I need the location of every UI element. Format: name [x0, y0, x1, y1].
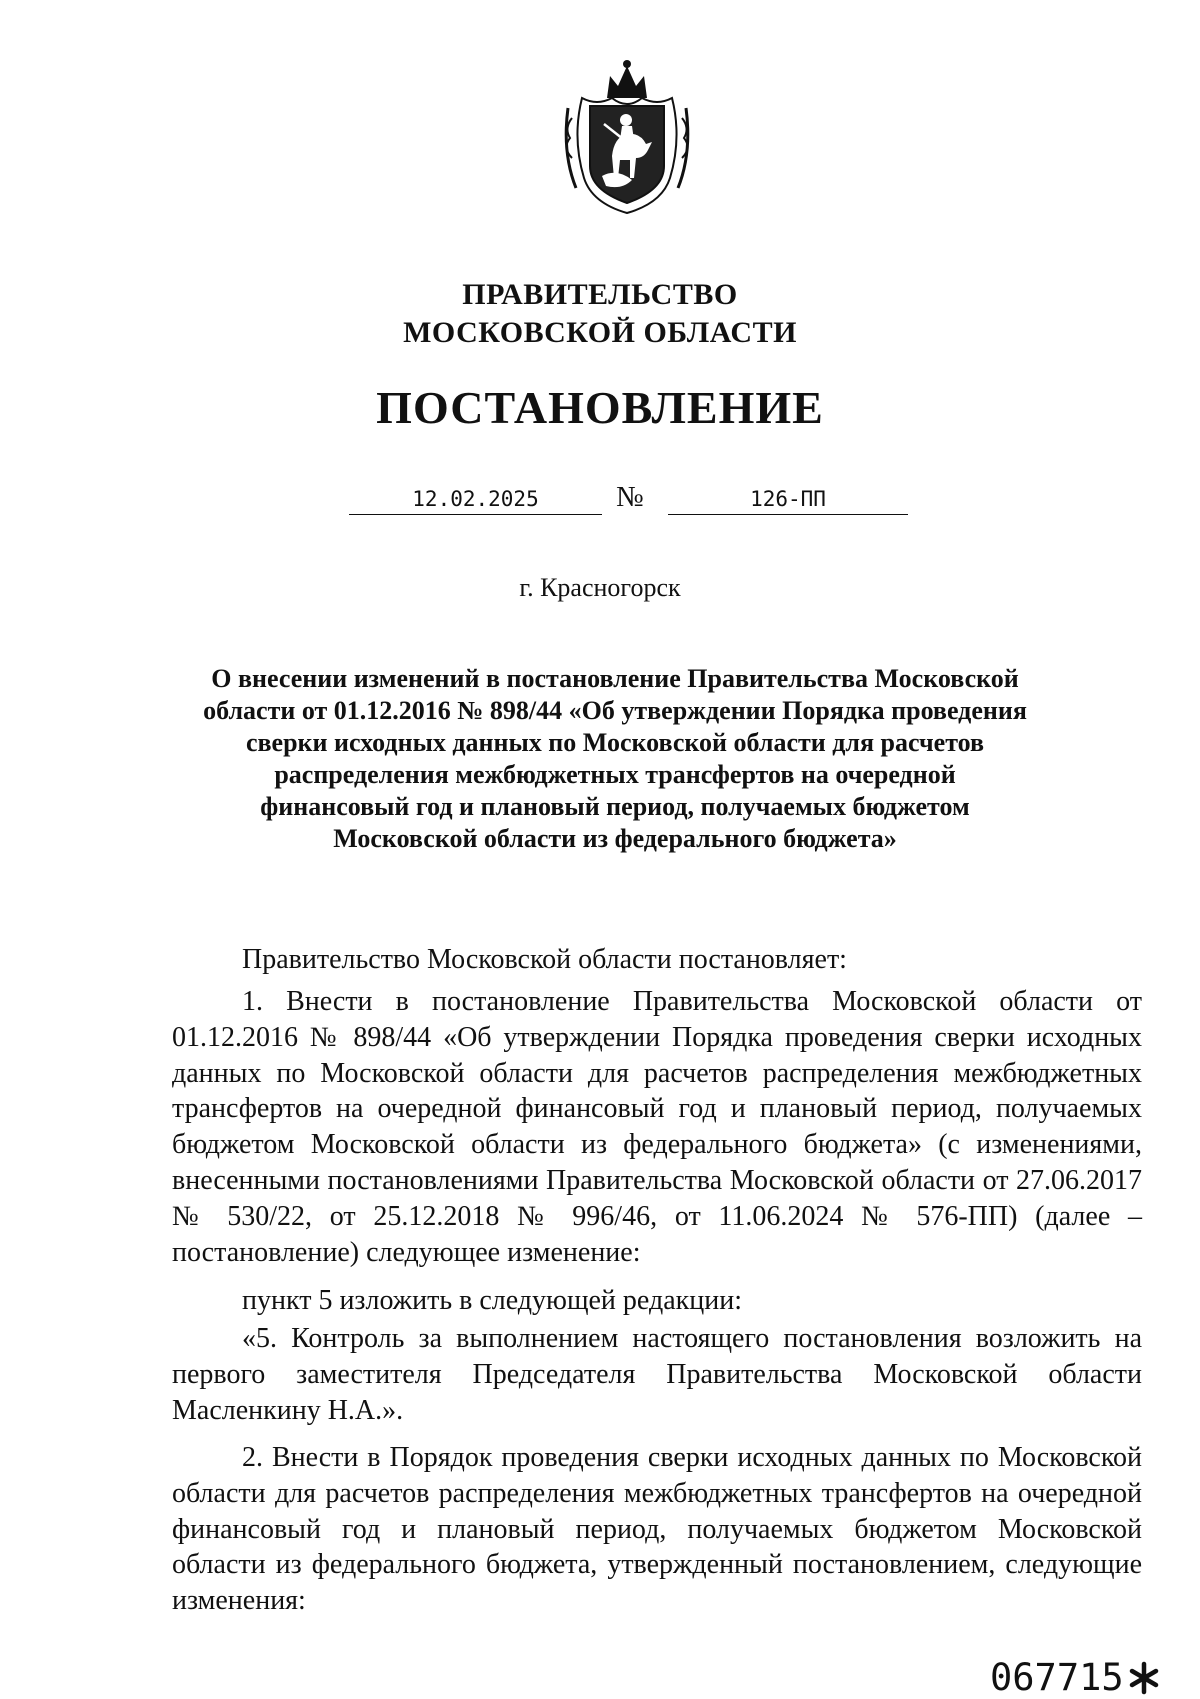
number-sign: №: [616, 481, 644, 513]
city: г. Красногорск: [519, 573, 681, 602]
item-1-point-paragraph: пункт 5 изложить в следующей редакции:: [242, 1285, 742, 1316]
coat-of-arms-icon: [562, 58, 692, 218]
title-line: распределения межбюджетных трансфертов на очередной: [274, 760, 956, 789]
org-name-line1: ПРАВИТЕЛЬСТВО: [462, 278, 738, 311]
document-date: 12.02.2025: [349, 484, 602, 515]
title-line: области от 01.12.2016 № 898/44 «Об утверждении Порядка проведения: [203, 696, 1027, 725]
asterisk-icon: [1127, 1661, 1161, 1695]
document-number: 126-ПП: [668, 484, 908, 515]
item-1-quote-paragraph: «5. Контроль за выполнением настоящего постановления возложить на первого заместителя Председателя Правительства Московской области Масленкину Н.А.».: [172, 1323, 1142, 1426]
intro-paragraph: Правительство Московской области постановляет:: [242, 944, 847, 975]
item-2-paragraph: 2. Внести в Порядок проведения сверки исходных данных по Московской области для расчетов распределения межбюджетных трансфертов на очередной финансовый год и плановый период, получаемых бюджетом Московской области из федерального бюджета, утвержденный постановлением, следующие изменения:: [172, 1442, 1142, 1617]
item-1-paragraph: 1. Внести в постановление Правительства Московской области от 01.12.2016 № 898/44 «Об утверждении Порядка проведения сверки исходных данных по Московской области для расчетов распределения межбюджетных трансфертов на очередной финансовый год и плановый период, получаемых бюджетом Московской области из федерального бюджета» (с изменениями, внесенными постановлениями Правительства Московской области от 27.06.2017 № 530/22, от 25.12.2018 № 996/46, от 11.06.2024 № 576-ПП) (далее – постановление) следующее изменение:: [172, 986, 1142, 1268]
org-name-line2: МОСКОВСКОЙ ОБЛАСТИ: [403, 316, 797, 349]
document-type: ПОСТАНОВЛЕНИЕ: [376, 382, 824, 433]
serial-number: 067715: [990, 1656, 1124, 1699]
title-line: сверки исходных данных по Московской области для расчетов: [245, 728, 985, 757]
title-line: О внесении изменений в постановление Правительства Московской: [211, 664, 1019, 693]
title-line: финансовый год и плановый период, получаемых бюджетом: [260, 792, 970, 821]
document-title: [190, 663, 1040, 855]
title-line: Московской области из федерального бюджета»: [333, 824, 897, 853]
